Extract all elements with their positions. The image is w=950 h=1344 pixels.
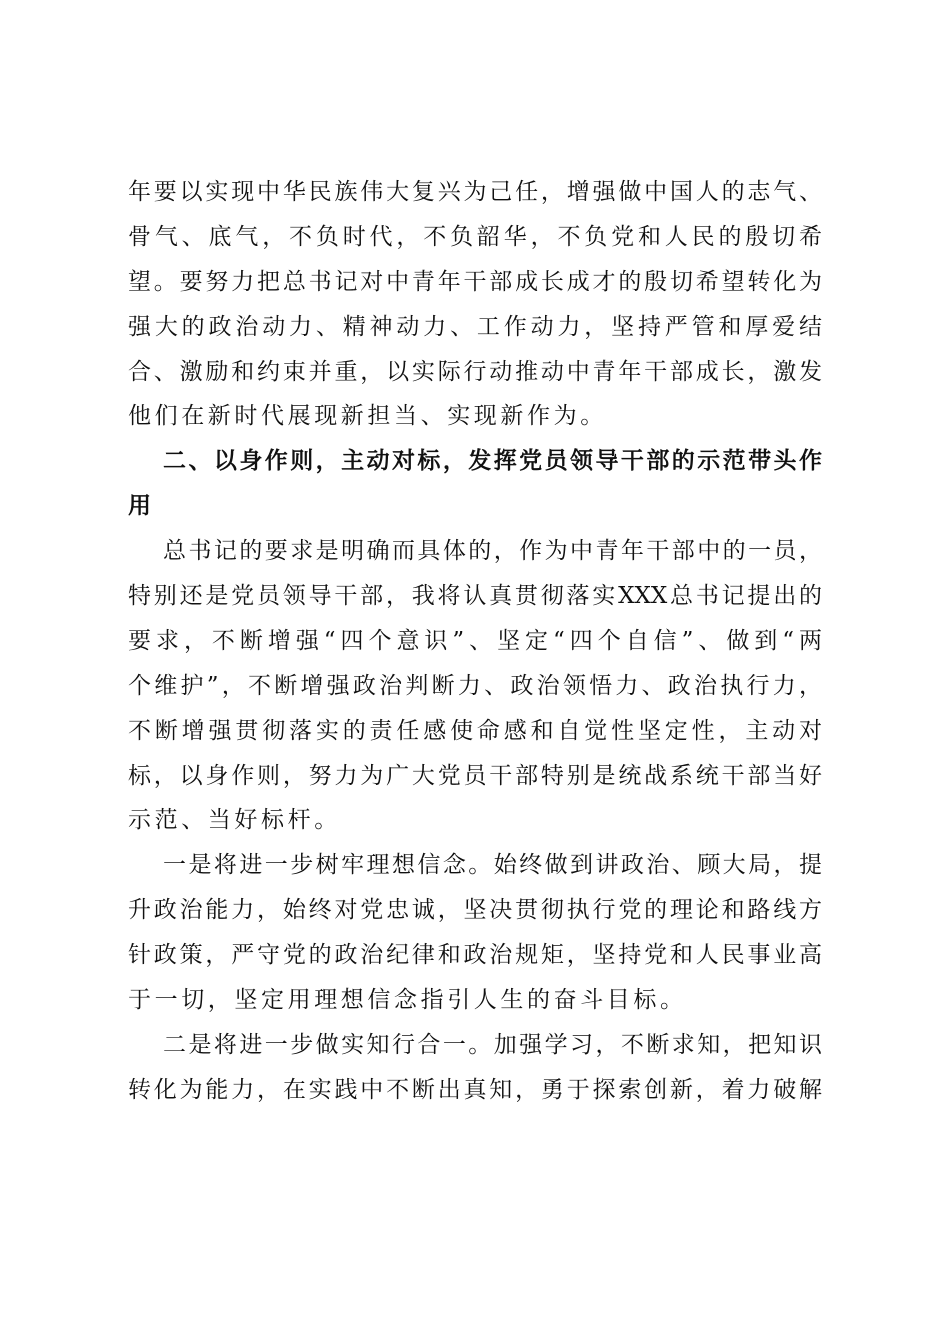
paragraph-line: 望。要努力把总书记对中青年干部成长成才的殷切希望转化为 (128, 268, 822, 295)
paragraph-line: 不断增强贯彻落实的责任感使命感和自觉性坚定性，主动对 (128, 717, 822, 744)
paragraph-line: 总书记的要求是明确而具体的，作为中青年干部中的一员， (163, 538, 822, 565)
paragraph-line: 年要以实现中华民族伟大复兴为己任，增强做中国人的志气、 (128, 179, 822, 205)
paragraph-line: 示范、当好标杆。 (128, 807, 341, 834)
paragraph-line: 针政策，严守党的政治纪律和政治规矩，坚持党和人民事业高 (128, 942, 822, 969)
paragraph-line: 转化为能力，在实践中不断出真知，勇于探索创新，着力破解 (128, 1076, 822, 1103)
paragraph-line: 骨气、底气，不负时代，不负韶华，不负党和人民的殷切希 (128, 223, 822, 250)
paragraph-line: 要求，不断增强“四个意识”、坚定“四个自信”、做到“两 (128, 627, 822, 654)
paragraph-line: 于一切，坚定用理想信念指引人生的奋斗目标。 (128, 987, 687, 1014)
paragraph-line: 二是将进一步做实知行合一。加强学习，不断求知，把知识 (163, 1031, 822, 1058)
paragraph-line: 一是将进一步树牢理想信念。始终做到讲政治、顾大局，提 (163, 852, 822, 879)
paragraph-line: 他们在新时代展现新担当、实现新作为。 (128, 403, 607, 430)
document-body (128, 170, 822, 1113)
section-heading: 二、以身作则，主动对标，发挥党员领导干部的示范带头作 (163, 448, 822, 475)
paragraph-line: 合、激励和约束并重，以实际行动推动中青年干部成长，激发 (128, 358, 822, 385)
paragraph-line: 个维护”，不断增强政治判断力、政治领悟力、政治执行力， (128, 672, 822, 699)
section-heading-continuation: 用 (128, 493, 155, 520)
paragraph-line: 标，以身作则，努力为广大党员干部特别是统战系统干部当好 (128, 762, 822, 789)
paragraph-line: 强大的政治动力、精神动力、工作动力，坚持严管和厚爱结 (128, 313, 822, 340)
paragraph-line: 特别还是党员领导干部，我将认真贯彻落实XXX总书记提出的 (128, 583, 822, 610)
paragraph-line: 升政治能力，始终对党忠诚，坚决贯彻执行党的理论和路线方 (128, 897, 822, 924)
